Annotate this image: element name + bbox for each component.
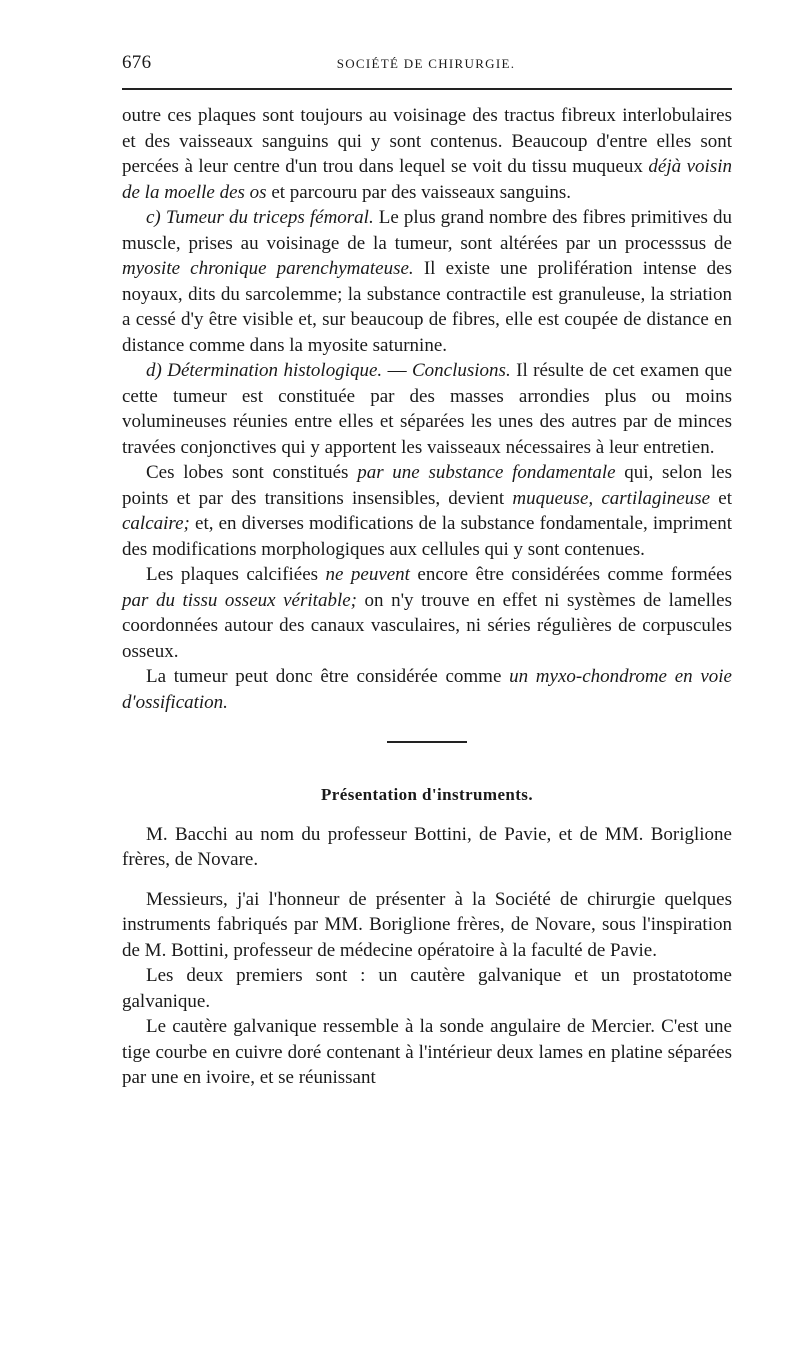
header-rule — [122, 88, 732, 90]
page-body — [122, 103, 732, 1091]
paragraph-6 — [122, 664, 732, 715]
running-head: SOCIÉTÉ DE CHIRURGIE. — [336, 56, 516, 71]
paragraph-5 — [122, 562, 732, 664]
text-run: M. Bacchi au nom du professeur Bottini, de Pavie, et de MM. Boriglione frères, de Novare. — [122, 823, 732, 870]
paragraph-1 — [122, 103, 732, 205]
paragraph-3 — [122, 358, 732, 460]
paragraph-4 — [122, 460, 732, 562]
italic-run: muqueuse, cartilagineuse — [512, 487, 711, 509]
text-run: Ces lobes sont constitués — [146, 462, 358, 483]
paragraph-8 — [122, 887, 732, 964]
text-run: Messieurs, j'ai l'honneur de présenter à la Société de chirurgie quelques instruments fabriqués par MM. Boriglione frères, de Novare, sous l'inspiration de M. Bottini, professeur de médecine opératoire à la faculté de Pavie. — [122, 888, 732, 961]
italic-run: par du tissu osseux véritable; — [122, 589, 357, 611]
paragraph-10 — [122, 1014, 732, 1091]
italic-run: par une substance fondamentale — [357, 462, 616, 483]
italic-run: un myxo-chondrome en voie d'ossification. — [122, 666, 732, 713]
italic-run: myosite chronique parenchymateuse. — [122, 258, 414, 279]
spacer — [122, 873, 732, 887]
section-title: Présentation d'instruments. — [321, 785, 533, 804]
section-separator — [387, 741, 467, 743]
text-run: Le plus grand nombre des fibres primitives du muscle, prises au voisinage de la tumeur, sont altérées par un processsus de — [122, 207, 732, 254]
italic-run: ne peuvent — [325, 564, 410, 585]
text-run: qui, selon les points et par des transitions insensibles, devient — [122, 462, 732, 509]
text-run: et, en diverses modifications de la substance fondamentale, impriment des modifications morphologiques aux cellules qui y sont contenues. — [122, 513, 732, 560]
text-run: outre ces plaques sont toujours au voisinage des tractus fibreux interlobulaires et des vaisseaux sanguins qui y sont contenus. Beaucoup d'entre elles sont percées à leur centre d'un trou dans lequel se voit du tissu muqueux — [122, 105, 732, 177]
spacer — [122, 808, 732, 822]
italic-run: c) Tumeur du triceps fémoral. — [146, 207, 374, 228]
text-run: — — [382, 360, 412, 381]
page-header — [122, 52, 730, 82]
text-run: La tumeur peut donc être considérée comme — [146, 666, 510, 687]
text-run: on n'y trouve en effet ni systèmes de lamelles coordonnées autour des canaux vasculaires, ni séries régulières de corpuscules osseux. — [122, 589, 732, 662]
text-run: Il existe une prolifération intense des noyaux, dits du sarcolemme; la substance contractile est granuleuse, la striation a cessé d'y être visible et, sur beaucoup de fibres, elle est coupée de distance en distance comme dans la myosite saturnine. — [122, 258, 733, 356]
text-run: encore être considérées comme formées — [409, 564, 732, 585]
text-run: Le cautère galvanique ressemble à la sonde angulaire de Mercier. C'est une tige courbe en cuivre doré contenant à l'intérieur deux lames en platine séparées par une en ivoire, et se réunissant — [122, 1016, 732, 1088]
italic-run: d) Détermination histologique. — [146, 360, 383, 381]
paragraph-7 — [122, 822, 732, 873]
paragraph-2 — [122, 205, 732, 358]
italic-run: déjà voisin de la moelle des os — [122, 156, 732, 203]
paragraph-9 — [122, 963, 732, 1014]
text-run: Les plaques calcifiées — [146, 564, 326, 585]
page-number: 676 — [122, 52, 152, 73]
text-run: Les deux premiers sont : un cautère galvanique et un prostatotome galvanique. — [122, 965, 732, 1012]
italic-run: calcaire; — [122, 513, 190, 534]
text-run: et parcouru par des vaisseaux sanguins. — [266, 181, 572, 203]
text-run: Il résulte de cet examen que cette tumeur est constituée par des masses arrondies plus ou moins volumineuses réunies entre elles et séparées les unes des autres par de minces travées conjonctives qui y apportent les vaisseaux nécessaires à leur entretien. — [122, 360, 733, 458]
text-run: et — [710, 487, 732, 509]
italic-run: Conclusions. — [412, 360, 511, 381]
